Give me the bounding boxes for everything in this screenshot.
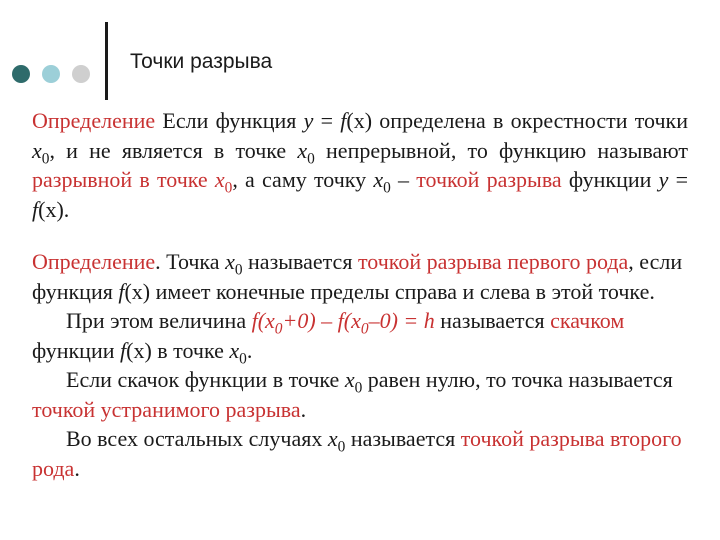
subscript: 0: [41, 149, 50, 167]
term-discontinuous: разрывной в точке: [32, 167, 215, 192]
formula-part: +0) – f(x: [282, 308, 361, 333]
func-f: f: [120, 337, 127, 363]
text: в точке: [151, 337, 230, 363]
text: =: [668, 167, 688, 192]
subscript: 0: [224, 179, 233, 197]
slide-content: [32, 106, 688, 483]
subscript: 0: [354, 379, 363, 397]
definition-paragraph-2: [32, 247, 688, 306]
jump-formula: [251, 308, 435, 338]
text: а саму точку: [237, 167, 374, 192]
text: равен нулю, то точка называется: [362, 367, 673, 392]
text: Во всех остальных случаях: [66, 426, 328, 451]
func-f: f: [340, 108, 347, 133]
var-x: x: [32, 137, 42, 163]
subscript: 0: [337, 438, 346, 456]
text: Если скачок функции в точке: [66, 367, 345, 392]
slide-title: Точки разрыва: [130, 50, 273, 73]
text: функции: [32, 337, 120, 363]
func-arg: (x): [126, 337, 152, 363]
func-f: f: [118, 278, 125, 304]
var-x: x: [327, 426, 338, 451]
formula-part: –0) = h: [368, 308, 435, 333]
var-y: y: [303, 108, 314, 133]
var-x: x: [229, 337, 240, 363]
text: называется: [345, 426, 461, 451]
text: .: [300, 396, 307, 422]
text: называется: [434, 308, 551, 333]
text: .: [246, 337, 253, 363]
light-blue-dot-icon: [42, 65, 60, 83]
subscript: 0: [239, 349, 247, 367]
var-x: x: [344, 367, 355, 392]
var-x: x: [297, 137, 308, 163]
func-f: f: [32, 196, 39, 222]
term-first-kind: точкой разрыва первого рода: [357, 249, 629, 274]
func-arg: (x): [124, 278, 151, 304]
text: =: [313, 108, 341, 133]
decorative-dots: [12, 65, 97, 85]
text: , если функция: [32, 249, 683, 304]
var-x: x: [214, 167, 225, 192]
text: ,: [232, 167, 238, 192]
jump-paragraph: [32, 306, 688, 365]
text: Если функция: [155, 108, 304, 133]
term-discontinuity-point: точкой разрыва: [416, 167, 562, 192]
text: .: [74, 455, 80, 481]
second-kind-paragraph: [32, 424, 688, 483]
subscript: 0: [234, 261, 243, 279]
definition-label: Определение: [32, 108, 156, 133]
term-removable: точкой устранимого разрыва: [32, 396, 301, 422]
gray-dot-icon: [72, 65, 90, 83]
formula-part: f(x: [251, 308, 275, 333]
text: , и не является в точке: [49, 137, 298, 163]
removable-paragraph: [32, 365, 688, 424]
subscript: 0: [274, 320, 283, 338]
subscript: 0: [307, 149, 315, 167]
subscript: 0: [383, 179, 391, 197]
text: имеет конечные пределы справа и слева в этой точке.: [150, 278, 655, 304]
vertical-divider: [105, 22, 108, 100]
text: –: [390, 167, 417, 192]
subscript: 0: [360, 320, 369, 338]
term-jump: скачком: [550, 308, 625, 333]
text: функции: [561, 167, 659, 192]
dark-teal-dot-icon: [12, 65, 30, 83]
text: называется: [242, 249, 358, 274]
definition-label: Определение: [32, 249, 156, 274]
text: непрерывной, то функцию называют: [314, 137, 688, 163]
text: определена в окрестности точки: [372, 108, 688, 133]
func-arg: (x): [38, 196, 64, 222]
var-x: x: [373, 167, 384, 192]
definition-paragraph-1: [32, 106, 688, 224]
func-arg: (x): [346, 108, 373, 133]
text: . Точка: [155, 249, 226, 274]
term-second-kind: точкой разрыва второго рода: [32, 426, 682, 481]
text: При этом величина: [66, 308, 252, 333]
var-y: y: [658, 167, 669, 192]
text: .: [63, 196, 70, 222]
var-x: x: [225, 249, 235, 274]
